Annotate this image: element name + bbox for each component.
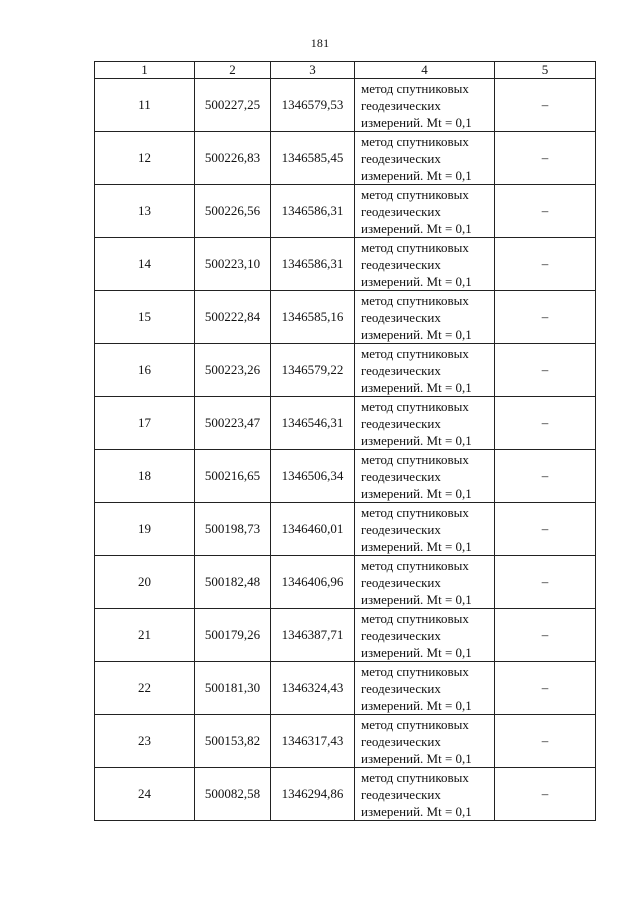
dash-cell: –: [495, 556, 596, 609]
method-cell: [355, 291, 495, 344]
x-coordinate-cell: 500082,58: [195, 768, 271, 821]
dash-cell: –: [495, 768, 596, 821]
header-cell-4: 4: [355, 62, 495, 79]
method-text-line: измерений. Mt = 0,1: [361, 538, 472, 554]
method-text-line: геодезических: [361, 97, 441, 113]
dash-cell: –: [495, 291, 596, 344]
dash-cell: –: [495, 185, 596, 238]
dash-cell: –: [495, 662, 596, 715]
method-text-line: измерений. Mt = 0,1: [361, 167, 472, 183]
table-row: [95, 609, 596, 662]
x-coordinate-cell: 500222,84: [195, 291, 271, 344]
dash-cell: –: [495, 344, 596, 397]
x-coordinate-cell: 500181,30: [195, 662, 271, 715]
method-cell: [355, 132, 495, 185]
method-text-line: метод спутниковых: [361, 133, 469, 149]
x-coordinate-cell: 500223,26: [195, 344, 271, 397]
method-text-line: измерений. Mt = 0,1: [361, 803, 472, 819]
table-row: [95, 132, 596, 185]
method-text-line: метод спутниковых: [361, 239, 469, 255]
point-number-cell: 16: [95, 344, 195, 397]
x-coordinate-cell: 500216,65: [195, 450, 271, 503]
y-coordinate-cell: 1346387,71: [271, 609, 355, 662]
point-number-cell: 22: [95, 662, 195, 715]
x-coordinate-cell: 500226,56: [195, 185, 271, 238]
method-cell: [355, 185, 495, 238]
method-text-line: геодезических: [361, 521, 441, 537]
method-text-line: метод спутниковых: [361, 451, 469, 467]
method-text-line: метод спутниковых: [361, 716, 469, 732]
point-number-cell: 18: [95, 450, 195, 503]
table-row: [95, 768, 596, 821]
point-number-cell: 11: [95, 79, 195, 132]
method-text-line: геодезических: [361, 733, 441, 749]
method-text-line: измерений. Mt = 0,1: [361, 220, 472, 236]
method-text-line: измерений. Mt = 0,1: [361, 591, 472, 607]
header-row: [95, 62, 596, 79]
header-cell-2: 2: [195, 62, 271, 79]
x-coordinate-cell: 500182,48: [195, 556, 271, 609]
method-text-line: метод спутниковых: [361, 398, 469, 414]
coordinates-table: [94, 61, 596, 821]
method-cell: [355, 79, 495, 132]
dash-cell: –: [495, 79, 596, 132]
method-cell: [355, 609, 495, 662]
method-cell: [355, 344, 495, 397]
method-text-line: геодезических: [361, 150, 441, 166]
point-number-cell: 13: [95, 185, 195, 238]
x-coordinate-cell: 500179,26: [195, 609, 271, 662]
method-text-line: метод спутниковых: [361, 769, 469, 785]
method-text-line: измерений. Mt = 0,1: [361, 432, 472, 448]
method-text-line: измерений. Mt = 0,1: [361, 326, 472, 342]
y-coordinate-cell: 1346585,16: [271, 291, 355, 344]
table-row: [95, 79, 596, 132]
table-row: [95, 397, 596, 450]
method-cell: [355, 238, 495, 291]
dash-cell: –: [495, 132, 596, 185]
method-text-line: геодезических: [361, 415, 441, 431]
method-text-line: измерений. Mt = 0,1: [361, 750, 472, 766]
point-number-cell: 14: [95, 238, 195, 291]
y-coordinate-cell: 1346579,22: [271, 344, 355, 397]
method-cell: [355, 715, 495, 768]
table-row: [95, 450, 596, 503]
x-coordinate-cell: 500226,83: [195, 132, 271, 185]
table-row: [95, 185, 596, 238]
method-text-line: измерений. Mt = 0,1: [361, 273, 472, 289]
method-text-line: измерений. Mt = 0,1: [361, 697, 472, 713]
table-body: [95, 62, 596, 821]
header-cell-3: 3: [271, 62, 355, 79]
dash-cell: –: [495, 450, 596, 503]
header-cell-1: 1: [95, 62, 195, 79]
y-coordinate-cell: 1346460,01: [271, 503, 355, 556]
method-text-line: геодезических: [361, 203, 441, 219]
point-number-cell: 23: [95, 715, 195, 768]
method-text-line: метод спутниковых: [361, 186, 469, 202]
method-text-line: геодезических: [361, 627, 441, 643]
method-text-line: геодезических: [361, 680, 441, 696]
table-row: [95, 556, 596, 609]
page-number: 181: [310, 36, 330, 50]
dash-cell: –: [495, 715, 596, 768]
method-cell: [355, 503, 495, 556]
table-row: [95, 291, 596, 344]
table-row: [95, 344, 596, 397]
y-coordinate-cell: 1346585,45: [271, 132, 355, 185]
y-coordinate-cell: 1346317,43: [271, 715, 355, 768]
table-row: [95, 662, 596, 715]
method-text-line: метод спутниковых: [361, 610, 469, 626]
method-text-line: измерений. Mt = 0,1: [361, 485, 472, 501]
y-coordinate-cell: 1346586,31: [271, 238, 355, 291]
method-text-line: измерений. Mt = 0,1: [361, 644, 472, 660]
point-number-cell: 15: [95, 291, 195, 344]
dash-cell: –: [495, 238, 596, 291]
y-coordinate-cell: 1346546,31: [271, 397, 355, 450]
method-text-line: геодезических: [361, 256, 441, 272]
method-text-line: геодезических: [361, 362, 441, 378]
table-row: [95, 238, 596, 291]
method-text-line: измерений. Mt = 0,1: [361, 114, 472, 130]
y-coordinate-cell: 1346294,86: [271, 768, 355, 821]
x-coordinate-cell: 500223,10: [195, 238, 271, 291]
y-coordinate-cell: 1346406,96: [271, 556, 355, 609]
point-number-cell: 19: [95, 503, 195, 556]
method-cell: [355, 450, 495, 503]
y-coordinate-cell: 1346506,34: [271, 450, 355, 503]
point-number-cell: 12: [95, 132, 195, 185]
method-text-line: метод спутниковых: [361, 663, 469, 679]
method-text-line: геодезических: [361, 574, 441, 590]
method-text-line: измерений. Mt = 0,1: [361, 379, 472, 395]
header-cell-5: 5: [495, 62, 596, 79]
method-text-line: геодезических: [361, 786, 441, 802]
method-text-line: метод спутниковых: [361, 80, 469, 96]
y-coordinate-cell: 1346586,31: [271, 185, 355, 238]
method-text-line: метод спутниковых: [361, 504, 469, 520]
table-row: [95, 503, 596, 556]
x-coordinate-cell: 500223,47: [195, 397, 271, 450]
dash-cell: –: [495, 397, 596, 450]
method-cell: [355, 397, 495, 450]
y-coordinate-cell: 1346324,43: [271, 662, 355, 715]
method-cell: [355, 556, 495, 609]
x-coordinate-cell: 500198,73: [195, 503, 271, 556]
x-coordinate-cell: 500227,25: [195, 79, 271, 132]
method-cell: [355, 768, 495, 821]
point-number-cell: 17: [95, 397, 195, 450]
point-number-cell: 24: [95, 768, 195, 821]
method-text-line: геодезических: [361, 309, 441, 325]
point-number-cell: 21: [95, 609, 195, 662]
point-number-cell: 20: [95, 556, 195, 609]
method-text-line: метод спутниковых: [361, 292, 469, 308]
method-text-line: метод спутниковых: [361, 557, 469, 573]
method-text-line: геодезических: [361, 468, 441, 484]
y-coordinate-cell: 1346579,53: [271, 79, 355, 132]
dash-cell: –: [495, 609, 596, 662]
method-cell: [355, 662, 495, 715]
dash-cell: –: [495, 503, 596, 556]
method-text-line: метод спутниковых: [361, 345, 469, 361]
table-row: [95, 715, 596, 768]
x-coordinate-cell: 500153,82: [195, 715, 271, 768]
